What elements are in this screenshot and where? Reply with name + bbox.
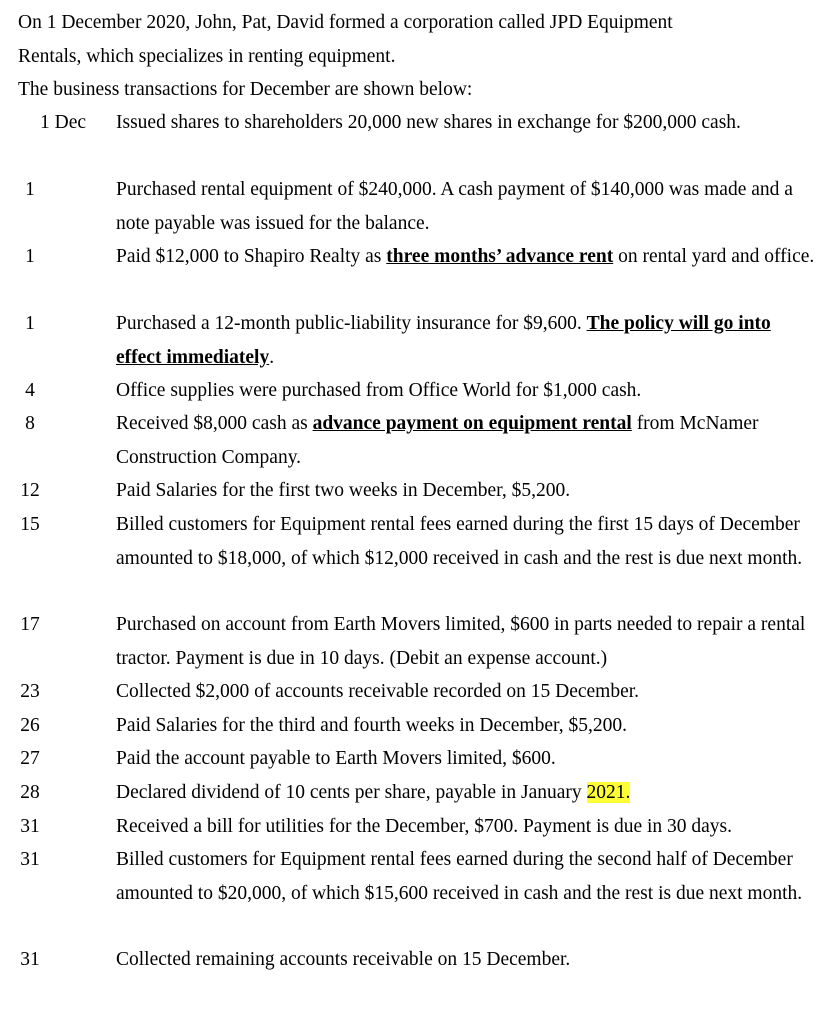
description-text: Paid $12,000 to Shapiro Realty as <box>116 246 387 267</box>
transaction-description: Collected remaining accounts receivable on 15 December. <box>116 949 571 970</box>
transaction-date: 12 <box>20 480 40 501</box>
intro-line-2: Rentals, which specializes in renting equipment. <box>18 45 396 67</box>
transaction-description: Billed customers for Equipment rental fees earned during the first 15 days of December amounted to $18,000, of which $12,000 received in cash and the rest is due next month. <box>116 514 803 569</box>
emphasized-text: advance payment on equipment rental <box>312 413 632 434</box>
transaction-date: 28 <box>20 782 40 803</box>
intro-line-3: The business transactions for December are shown below: <box>18 79 473 100</box>
transaction-date: 1 <box>25 179 35 200</box>
intro-paragraph <box>18 6 818 107</box>
description-text: from McNamer Construction Company. <box>116 413 759 468</box>
transaction-description: Paid the account payable to Earth Movers limited, $600. <box>116 748 556 769</box>
description-text: on rental yard and office. <box>613 246 815 267</box>
description-text: . <box>269 346 275 368</box>
transaction-date: 4 <box>25 380 35 401</box>
transaction-date: 8 <box>25 413 35 434</box>
transaction-date: 26 <box>20 715 40 736</box>
transaction-description: Billed customers for Equipment rental fees earned during the second half of December amounted to $20,000, of which $15,600 received in cash and the rest is due next month. <box>116 849 803 904</box>
emphasized-text: three months’ advance rent <box>386 246 614 267</box>
transaction-description <box>116 307 821 374</box>
transaction-description: Received a bill for utilities for the December, $700. Payment is due in 30 days. <box>116 816 733 837</box>
description-text: Purchased a 12-month public-liability insurance for $9,600. <box>116 313 587 334</box>
transaction-description: Purchased on account from Earth Movers limited, $600 in parts needed to repair a rental tractor. Payment is due in 10 days. (Debit an expense account.) <box>116 614 806 669</box>
transaction-date: 31 <box>20 816 40 837</box>
transaction-date: 23 <box>20 681 40 702</box>
transaction-description: Purchased rental equipment of $240,000. A cash payment of $140,000 was made and a note payable was issued for the balance. <box>116 179 793 234</box>
transaction-description <box>116 776 821 810</box>
emphasized-text: The policy will go into effect immediately <box>116 313 771 368</box>
transaction-date: 1 <box>25 246 35 267</box>
description-text: Received $8,000 cash as <box>116 413 313 434</box>
transaction-date: 31 <box>20 949 40 970</box>
transaction-date: 1 <box>25 313 35 334</box>
transaction-date: 1 Dec <box>40 112 87 133</box>
transaction-date: 15 <box>20 514 40 535</box>
highlighted-year: 2021. <box>586 782 631 803</box>
transaction-description <box>116 240 821 274</box>
description-text: Declared dividend of 10 cents per share, payable in January <box>116 782 587 803</box>
transaction-date: 27 <box>20 748 40 769</box>
intro-line-1: On 1 December 2020, John, Pat, David formed a corporation called JPD Equipment <box>18 12 673 33</box>
transaction-date: 17 <box>20 614 40 635</box>
transaction-description: Issued shares to shareholders 20,000 new shares in exchange for $200,000 cash. <box>116 112 741 133</box>
transaction-description: Paid Salaries for the first two weeks in December, $5,200. <box>116 480 571 501</box>
transaction-description: Collected $2,000 of accounts receivable recorded on 15 December. <box>116 681 640 702</box>
transaction-description: Office supplies were purchased from Office World for $1,000 cash. <box>116 380 642 401</box>
transaction-date: 31 <box>20 849 40 870</box>
transaction-description <box>116 407 821 474</box>
transaction-description: Paid Salaries for the third and fourth weeks in December, $5,200. <box>116 715 627 736</box>
